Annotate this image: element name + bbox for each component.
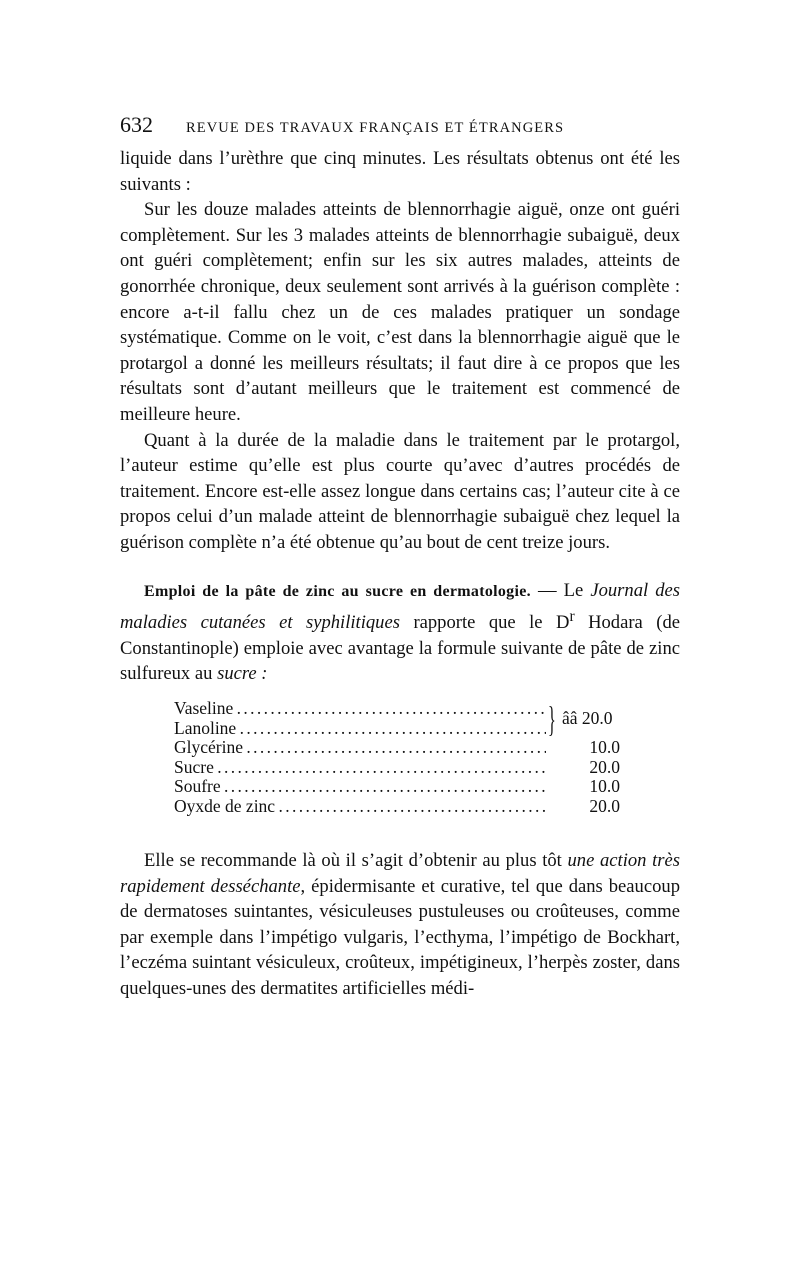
paragraph-recommendation [120, 848, 680, 1002]
section-dash: — [530, 579, 564, 601]
closing-text-a: Elle se recommande là où il s’agit d’obtenir au plus tôt [144, 850, 568, 872]
formula-quantity: 20.0 [589, 756, 620, 777]
running-title: REVUE DES TRAVAUX FRANÇAIS ET ÉTRANGERS [186, 120, 565, 136]
formula-ingredient: Soufre . . . [174, 777, 546, 797]
formula-table [174, 699, 620, 816]
section-title: Emploi de la pâte de zinc au sucre en dermatologie. [144, 582, 531, 600]
doctor-superscript: r [569, 608, 575, 626]
intro-italic: sucre : [217, 663, 268, 685]
closing-italic: une action très rapidement desséchante [120, 850, 680, 897]
brace-glyph: } [548, 698, 556, 739]
section-paragraph [120, 578, 680, 688]
formula-quantity-shared: ââ 20.0 [562, 707, 613, 728]
running-header [120, 112, 680, 146]
document-page [120, 112, 680, 1002]
formula-row [174, 797, 620, 817]
intro-text-c: Hodara (de Constantinople) emploie avec avantage la formule suivante de pâte de zinc sulfureux au [120, 612, 680, 685]
intro-text-a: Le [563, 579, 591, 601]
journal-title: Journal des maladies cutanées et syphilitiques [120, 579, 681, 634]
formula-row [174, 758, 620, 778]
formula-quantity: 10.0 [589, 776, 620, 797]
formula-brace [548, 699, 618, 738]
intro-text-b: rapporte que le D [399, 612, 570, 634]
formula-ingredient: Glycérine . . . [174, 738, 546, 758]
paragraph-results: Sur les douze malades atteints de blennorrhagie aiguë, onze ont guéri complètement. Sur les 3 malades atteints de blennorrhagie subaiguë, deux ont guéri complètement; enfin sur les six autres malades, atteints de gonorrhée chronique, deux seulement sont arrivés à la guérison complète : encore a-t-il fallu chez un de ces malades pratiquer un sondage systématique. Comme on le voit, c’est dans la blennorrhagie aiguë que le protargol a donné les meilleurs résultats; il faut dire à ce propos que les résultats sont d’autant meilleurs que le traitement est commencé de meilleure heure. [120, 199, 680, 425]
formula-quantity: 20.0 [589, 795, 620, 816]
page-number: 632 [120, 112, 153, 137]
formula-ingredient: Lanoline . . . [174, 719, 546, 739]
formula-ingredient: Vaseline . . . [174, 699, 546, 719]
formula-row [174, 738, 620, 758]
formula-row [174, 777, 620, 797]
paragraph-duration: Quant à la durée de la maladie dans le traitement par le protargol, l’auteur estime qu’elle est plus courte qu’avec d’autres procédés de traitement. Encore est-elle assez longue dans certains cas; l’auteur cite à ce propos celui d’un malade atteint de blennorrhagie subaiguë chez lequel la guérison complète n’a été obtenue qu’au bout de cent treize jours. [120, 429, 680, 553]
formula-grouped-items [174, 699, 620, 738]
paragraph-continuation: liquide dans l’urèthre que cinq minutes. Les résultats obtenus ont été les suivants : [120, 148, 680, 195]
formula-ingredient: Sucre . . . [174, 758, 546, 778]
formula-quantity: 10.0 [589, 737, 620, 758]
closing-text-b: , épidermisante et curative, tel que dans beaucoup de dermatoses suintantes, vésiculeuses pustuleuses ou croûteuses, comme par exemple dans l’impétigo vulgaris, l’ecthyma, l’impétigo de Bockhart, l’eczéma suintant vésiculeux, croûteux, impétigineux, l’herpès zoster, dans quelques-unes des dermatites artificielles médi- [120, 875, 680, 1000]
formula-ingredient: Oyxde de zinc . . . [174, 797, 546, 817]
